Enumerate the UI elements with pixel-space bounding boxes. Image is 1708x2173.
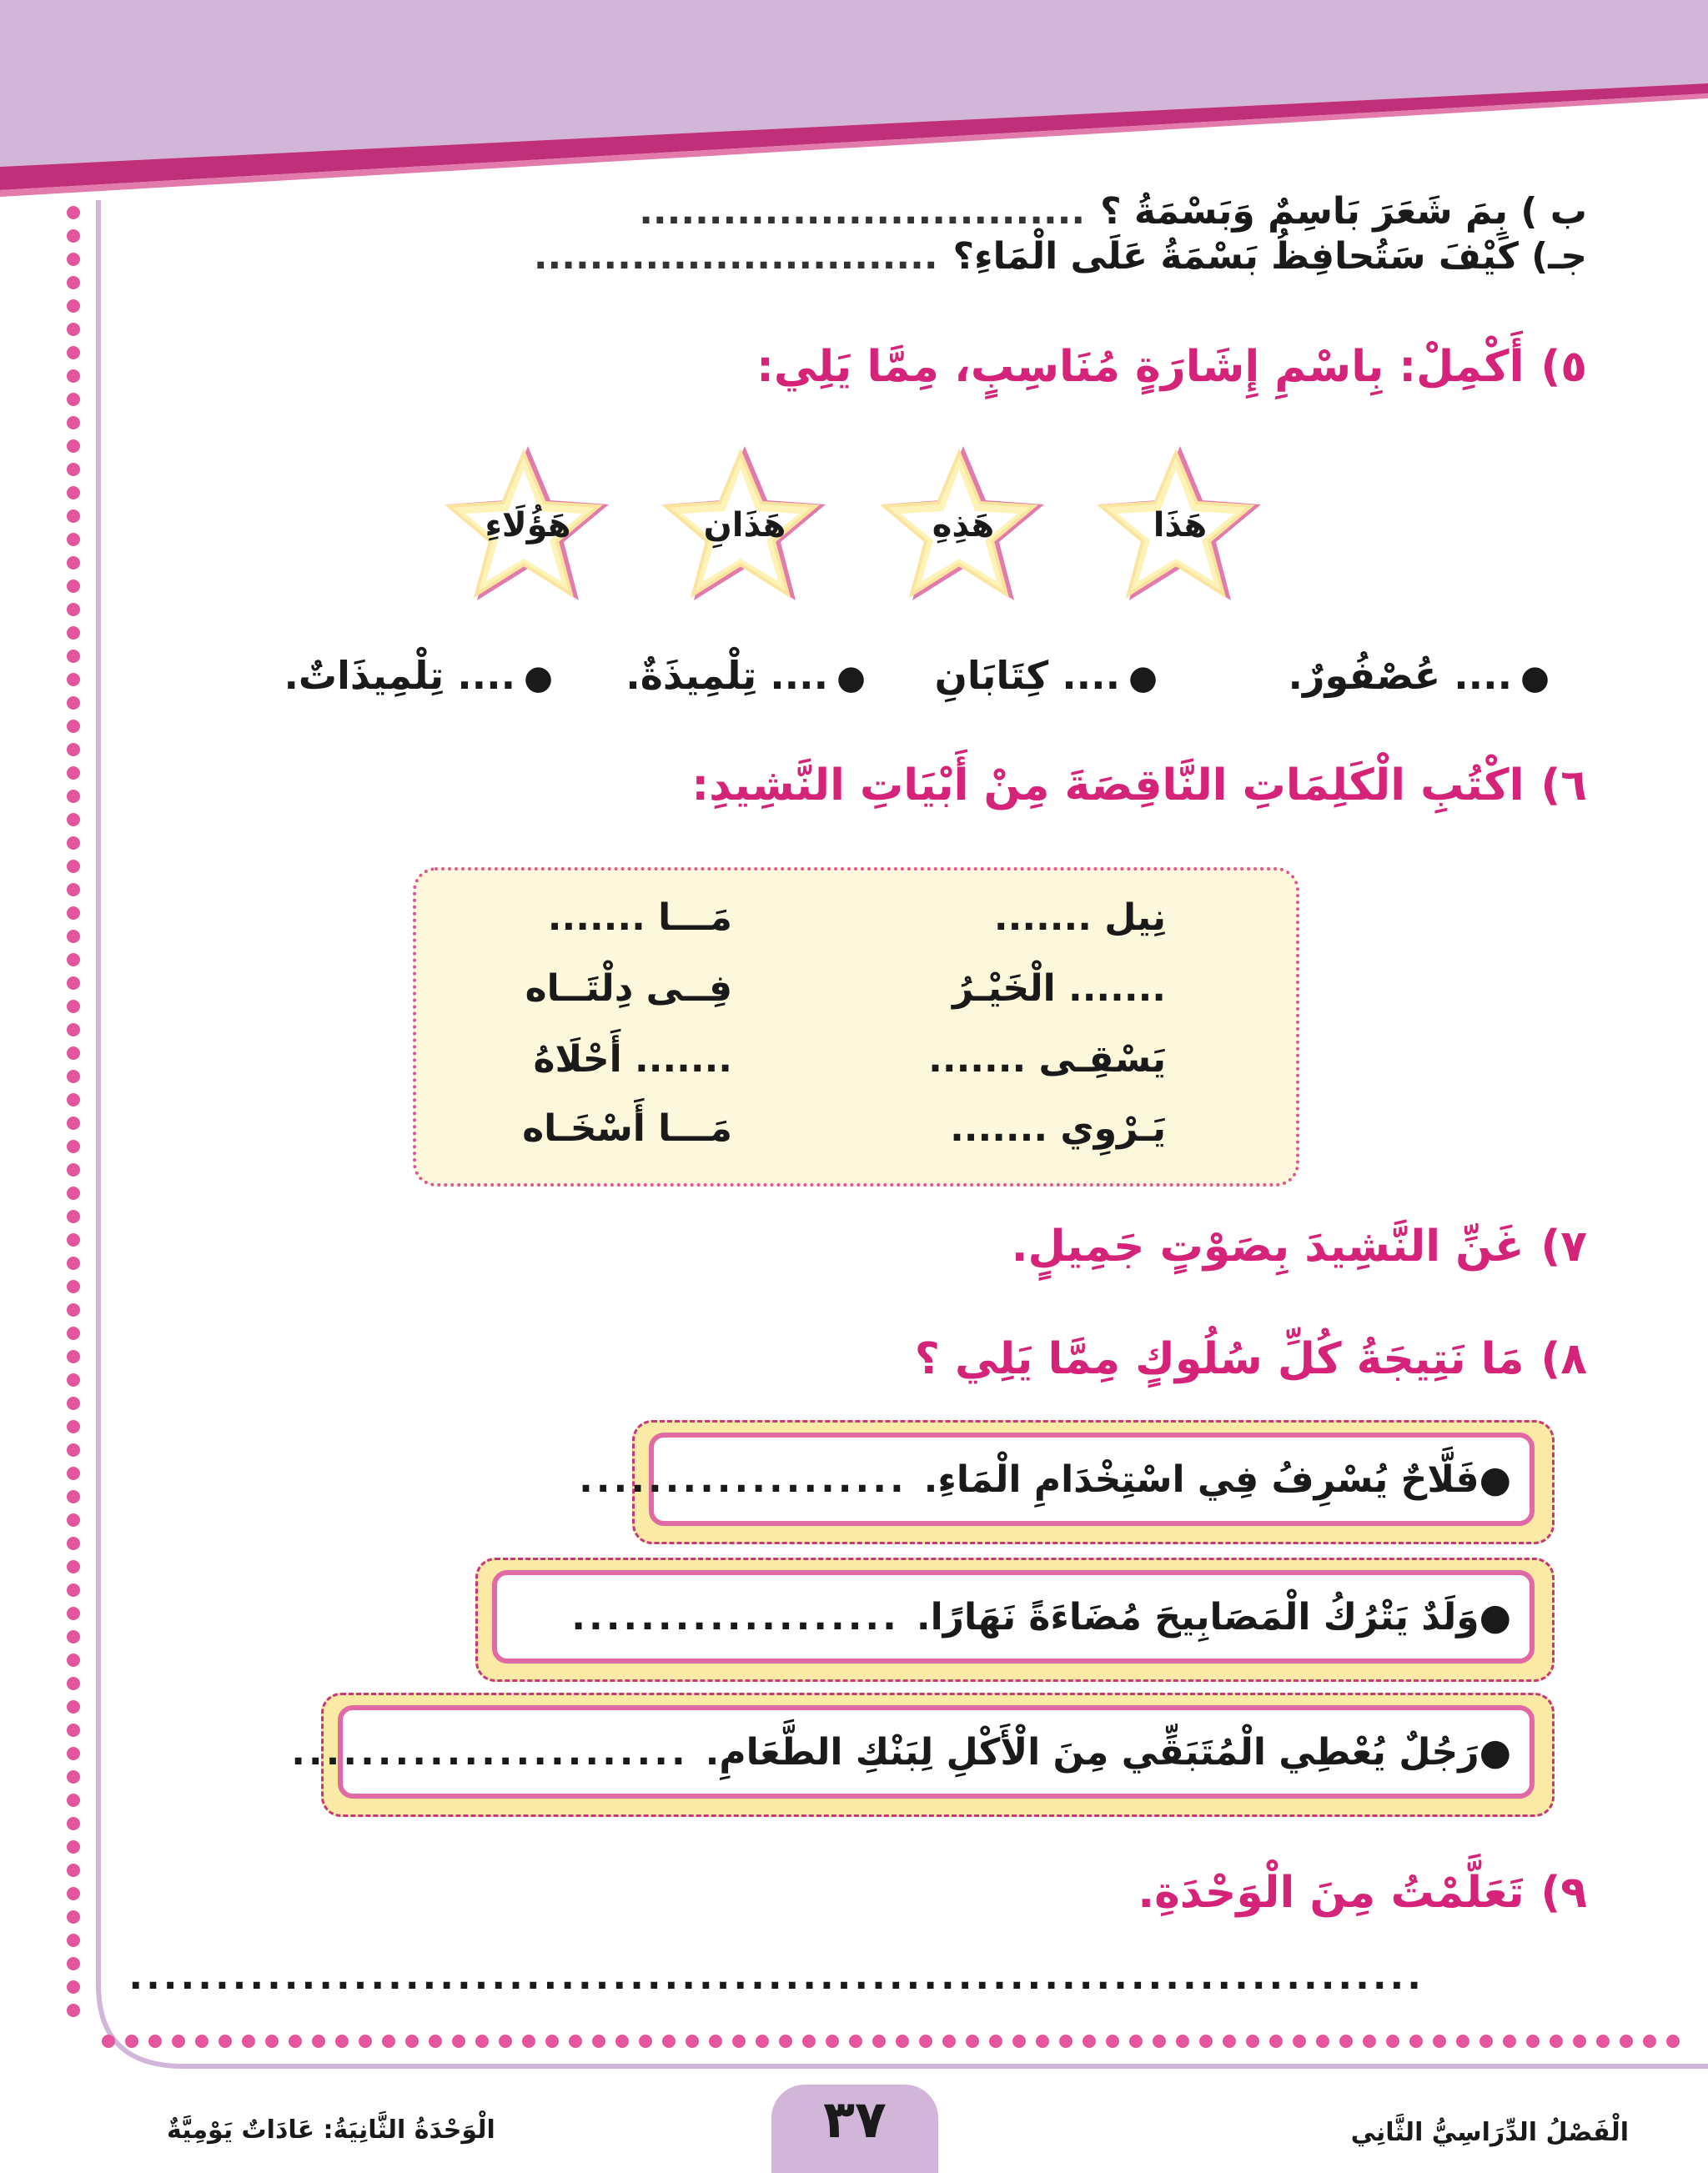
frame-dot xyxy=(67,463,80,476)
frame-dot xyxy=(67,650,80,663)
behavior-text: فَلَّاحٌ يُسْرِفُ فِي اسْتِخْدَامِ الْمَاءِ. xyxy=(923,1458,1479,1501)
frame-dot xyxy=(1386,2035,1399,2048)
frame-dot xyxy=(67,1163,80,1177)
frame-dot xyxy=(67,603,80,616)
fill-prefix: .... xyxy=(1062,653,1121,698)
frame-dot xyxy=(67,1677,80,1690)
frame-dot xyxy=(989,2035,1002,2048)
frame-dot xyxy=(67,253,80,266)
question-8-heading xyxy=(915,1334,1587,1384)
answer-dots: ................................ xyxy=(639,190,1086,233)
frame-dot xyxy=(966,2035,979,2048)
frame-dot xyxy=(686,2035,699,2048)
frame-dot xyxy=(148,2035,162,2048)
frame-dot xyxy=(1059,2035,1073,2048)
frame-dot xyxy=(522,2035,535,2048)
fill-prefix: .... xyxy=(770,653,829,698)
question-title: اكْتُبِ الْكَلِمَاتِ النَّاقِصَةَ مِنْ أَبْيَاتِ النَّشِيدِ: xyxy=(691,760,1525,810)
frame-dot xyxy=(1550,2035,1563,2048)
frame-dot xyxy=(67,1233,80,1247)
question-c-text: جـ) كَيْفَ سَتُحافِظُ بَسْمَةُ عَلَى الْمَاءِ؟ xyxy=(952,235,1587,278)
frame-dot xyxy=(67,1864,80,1877)
frame-dot xyxy=(67,1467,80,1480)
frame-dot xyxy=(662,2035,676,2048)
frame-dot xyxy=(1666,2035,1680,2048)
frame-dot xyxy=(1036,2035,1049,2048)
fill-item: ●.... تِلْمِيذَاتٌ. xyxy=(284,653,553,698)
question-title: غَنِّ النَّشِيدَ بِصَوْتٍ جَمِيلٍ. xyxy=(1011,1222,1525,1272)
frame-dot xyxy=(312,2035,325,2048)
frame-dot xyxy=(67,1117,80,1130)
frame-dot xyxy=(1620,2035,1633,2048)
frame-dot xyxy=(67,1700,80,1714)
frame-dot xyxy=(67,626,80,640)
frame-dot xyxy=(1269,2035,1283,2048)
q9-answer-dots[interactable]: ........................................................................... xyxy=(128,1955,1424,1998)
frame-dot xyxy=(67,906,80,920)
frame-dot xyxy=(1246,2035,1259,2048)
frame-dot xyxy=(1129,2035,1143,2048)
fill-word: كِتَابَانِ xyxy=(934,653,1049,698)
fill-prefix: .... xyxy=(1454,653,1513,698)
frame-dot xyxy=(405,2035,419,2048)
frame-dot xyxy=(67,1747,80,1760)
frame-dot xyxy=(639,2035,652,2048)
star-label: هَؤُلَاءِ xyxy=(485,506,571,545)
frame-dot xyxy=(1456,2035,1469,2048)
frame-dot xyxy=(67,1327,80,1340)
frame-dot xyxy=(615,2035,629,2048)
frame-dot xyxy=(67,1817,80,1830)
frame-dot xyxy=(849,2035,862,2048)
frame-dot xyxy=(1106,2035,1119,2048)
frame-dot xyxy=(67,1000,80,1013)
frame-dot xyxy=(219,2035,232,2048)
answer-dots: ............................. xyxy=(533,235,938,278)
question-title: مَا نَتِيجَةُ كُلِّ سُلُوكٍ مِمَّا يَلِي ؟ xyxy=(914,1334,1525,1384)
fill-word: عُصْفُورٌ. xyxy=(1288,653,1441,698)
frame-dot xyxy=(67,790,80,803)
frame-dot xyxy=(102,2035,115,2048)
question-title: تَعَلَّمْتُ مِنَ الْوَحْدَةِ. xyxy=(1138,1868,1525,1918)
frame-dot xyxy=(919,2035,932,2048)
frame-dot xyxy=(67,1770,80,1784)
star-this-f xyxy=(876,438,1051,613)
question-title: أَكْمِلْ: بِاسْمِ إِشَارَةٍ مُنَاسِبٍ، مِمَّا يَلِي: xyxy=(756,342,1525,392)
frame-dot xyxy=(67,580,80,593)
frame-dot xyxy=(67,346,80,359)
fill-prefix: .... xyxy=(457,653,516,698)
frame-dot xyxy=(67,299,80,313)
frame-dot xyxy=(67,369,80,383)
question-5-heading xyxy=(756,342,1587,392)
frame-dot xyxy=(67,416,80,429)
fill-item: ●.... كِتَابَانِ xyxy=(934,653,1158,698)
behavior-answer-field[interactable]: ● فَلَّاحٌ يُسْرِفُ فِي اسْتِخْدَامِ الْمَاءِ. ................... xyxy=(649,1433,1535,1526)
frame-dot xyxy=(67,1980,80,1994)
frame-dot xyxy=(67,1397,80,1410)
frame-dot xyxy=(1176,2035,1189,2048)
frame-dot xyxy=(67,2004,80,2017)
frame-dot xyxy=(67,1490,80,1503)
frame-dot xyxy=(67,509,80,523)
frame-dot xyxy=(1199,2035,1213,2048)
frame-dot xyxy=(335,2035,349,2048)
frame-dot xyxy=(499,2035,512,2048)
answer-dots: ....................... xyxy=(291,1730,689,1774)
star-this-m xyxy=(1093,438,1268,613)
frame-dot xyxy=(1643,2035,1656,2048)
frame-dot xyxy=(67,1280,80,1293)
question-b-text: ب ) بِمَ شَعَرَ بَاسِمٌ وَبَسْمَةُ ؟ xyxy=(1100,190,1587,233)
frame-dot xyxy=(67,720,80,733)
frame-dot xyxy=(125,2035,138,2048)
frame-dot xyxy=(1293,2035,1306,2048)
frame-dot xyxy=(265,2035,279,2048)
frame-dot xyxy=(67,1513,80,1527)
question-number: ٥) xyxy=(1540,342,1587,392)
question-number: ٦) xyxy=(1540,760,1587,810)
fill-word: تِلْمِيذَاتٌ. xyxy=(284,653,445,698)
frame-dot xyxy=(67,276,80,289)
frame-dot xyxy=(67,766,80,780)
poem-left-4: مَـــا أَسْخَـاه xyxy=(522,1107,732,1150)
frame-dot xyxy=(67,556,80,570)
frame-dot xyxy=(826,2035,839,2048)
frame-dot xyxy=(545,2035,559,2048)
question-c xyxy=(534,235,1587,278)
fill-item: ●.... تِلْمِيذَةٌ. xyxy=(625,653,866,698)
frame-dot xyxy=(67,1654,80,1667)
frame-dot xyxy=(67,1046,80,1060)
poem-right-3: يَسْقِـى ....... xyxy=(928,1038,1166,1081)
frame-dot xyxy=(1363,2035,1376,2048)
frame-dot xyxy=(1433,2035,1446,2048)
frame-dot xyxy=(1409,2035,1423,2048)
frame-dot xyxy=(1526,2035,1540,2048)
frame-dot xyxy=(67,1140,80,1153)
footer-unit: الْوَحْدَةُ الثَّانِيَةُ: عَادَاتٌ يَوْمِيَّةٌ xyxy=(167,2115,495,2145)
frame-dot xyxy=(67,1794,80,1807)
frame-dot xyxy=(1503,2035,1516,2048)
footer-semester: الْفَصْلُ الدِّرَاسِيُّ الثَّانِي xyxy=(1350,2118,1629,2147)
frame-dot xyxy=(67,930,80,943)
star-label: هَذِهِ xyxy=(932,506,995,545)
frame-dot xyxy=(67,976,80,990)
frame-dot xyxy=(872,2035,886,2048)
poem-left-2: فِــى دِلْتَــاه xyxy=(525,967,732,1010)
frame-dot xyxy=(942,2035,956,2048)
frame-dot xyxy=(67,1560,80,1573)
question-b xyxy=(639,190,1587,233)
frame-dot xyxy=(1316,2035,1329,2048)
frame-dot xyxy=(172,2035,185,2048)
frame-dot xyxy=(1573,2035,1586,2048)
frame-dot xyxy=(195,2035,208,2048)
frame-dot xyxy=(67,439,80,453)
frame-dot xyxy=(67,1420,80,1433)
frame-dot xyxy=(67,1607,80,1620)
frame-dot xyxy=(67,1840,80,1854)
frame-dot xyxy=(732,2035,746,2048)
poem-left-1: مَـــا ....... xyxy=(547,896,732,939)
behavior-text: وَلَدٌ يَتْرُكُ الْمَصَابِيحَ مُضَاءَةً نَهَارًا. xyxy=(916,1595,1479,1639)
frame-dot xyxy=(452,2035,465,2048)
frame-dot xyxy=(67,1934,80,1947)
frame-dot xyxy=(67,673,80,686)
frame-dot xyxy=(67,1630,80,1644)
frame-dot xyxy=(569,2035,582,2048)
frame-dot xyxy=(67,1070,80,1083)
frame-dot xyxy=(756,2035,769,2048)
behavior-answer-field[interactable]: ● رَجُلٌ يُعْطِي الْمُتَبَقِّي مِنَ الْأَكْلِ لِبَنْكِ الطَّعَامِ. ....................... xyxy=(338,1705,1535,1799)
frame-dot xyxy=(802,2035,816,2048)
answer-dots: ................... xyxy=(579,1458,907,1501)
poem-right-2: ....... الْخَيْـرُ xyxy=(952,967,1166,1010)
frame-dot xyxy=(67,1443,80,1457)
answer-dots: ................... xyxy=(571,1595,900,1639)
frame-dot xyxy=(242,2035,255,2048)
star-these-two xyxy=(657,438,832,613)
frame-dot xyxy=(475,2035,489,2048)
frame-dot xyxy=(67,1257,80,1270)
frame-dot xyxy=(1153,2035,1166,2048)
star-label: هَذَا xyxy=(1153,506,1208,545)
frame-dot xyxy=(67,1303,80,1317)
frame-dot xyxy=(429,2035,442,2048)
frame-dot xyxy=(67,836,80,850)
poem-right-4: يَـرْوِي ....... xyxy=(950,1107,1166,1150)
star-these xyxy=(440,438,615,613)
frame-dot xyxy=(67,486,80,499)
frame-dot xyxy=(289,2035,302,2048)
frame-dot xyxy=(67,813,80,826)
frame-dot xyxy=(67,1583,80,1597)
question-9-heading xyxy=(1138,1868,1587,1918)
frame-dot xyxy=(67,1350,80,1363)
frame-dot xyxy=(67,1093,80,1107)
frame-dot xyxy=(1596,2035,1610,2048)
frame-dot xyxy=(67,1724,80,1737)
frame-dot xyxy=(1339,2035,1353,2048)
frame-dot xyxy=(67,1023,80,1036)
frame-dot xyxy=(359,2035,372,2048)
question-number: ٧) xyxy=(1540,1222,1587,1272)
frame-dot xyxy=(67,860,80,873)
question-number: ٨) xyxy=(1540,1334,1587,1384)
frame-dot xyxy=(67,1537,80,1550)
frame-dot xyxy=(67,206,80,219)
fill-item: ●.... عُصْفُورٌ. xyxy=(1288,653,1550,698)
question-6-heading xyxy=(691,760,1587,810)
frame-dot xyxy=(896,2035,909,2048)
frame-dot xyxy=(1012,2035,1026,2048)
fill-word: تِلْمِيذَةٌ. xyxy=(625,653,757,698)
frame-dot xyxy=(779,2035,792,2048)
frame-dot xyxy=(1083,2035,1096,2048)
frame-dot xyxy=(709,2035,722,2048)
question-7-heading xyxy=(1012,1222,1587,1272)
frame-dot xyxy=(1223,2035,1236,2048)
frame-dot xyxy=(67,1187,80,1200)
frame-dot xyxy=(67,743,80,756)
frame-dot xyxy=(67,696,80,710)
frame-dot xyxy=(382,2035,395,2048)
frame-dot xyxy=(67,323,80,336)
frame-dot xyxy=(67,1887,80,1900)
frame-dot xyxy=(67,1957,80,1970)
frame-dot xyxy=(67,1210,80,1223)
frame-dot xyxy=(67,1910,80,1924)
frame-dot xyxy=(67,953,80,966)
frame-dot xyxy=(67,229,80,243)
frame-dot xyxy=(67,533,80,546)
page-number: ٣٧ xyxy=(823,2089,887,2150)
poem-right-1: نِيل ....... xyxy=(993,896,1166,939)
frame-dot xyxy=(67,883,80,896)
frame-dot xyxy=(592,2035,605,2048)
question-number: ٩) xyxy=(1540,1868,1587,1918)
behavior-text: رَجُلٌ يُعْطِي الْمُتَبَقِّي مِنَ الْأَكْلِ لِبَنْكِ الطَّعَامِ. xyxy=(705,1730,1479,1774)
star-label: هَذَانِ xyxy=(703,506,786,545)
behavior-answer-field[interactable]: ● وَلَدٌ يَتْرُكُ الْمَصَابِيحَ مُضَاءَةً نَهَارًا. ................... xyxy=(492,1570,1535,1664)
poem-left-3: ....... أَحْلَاهُ xyxy=(533,1038,732,1081)
frame-dot xyxy=(1479,2035,1493,2048)
frame-dot xyxy=(67,1373,80,1387)
frame-dot xyxy=(67,393,80,406)
